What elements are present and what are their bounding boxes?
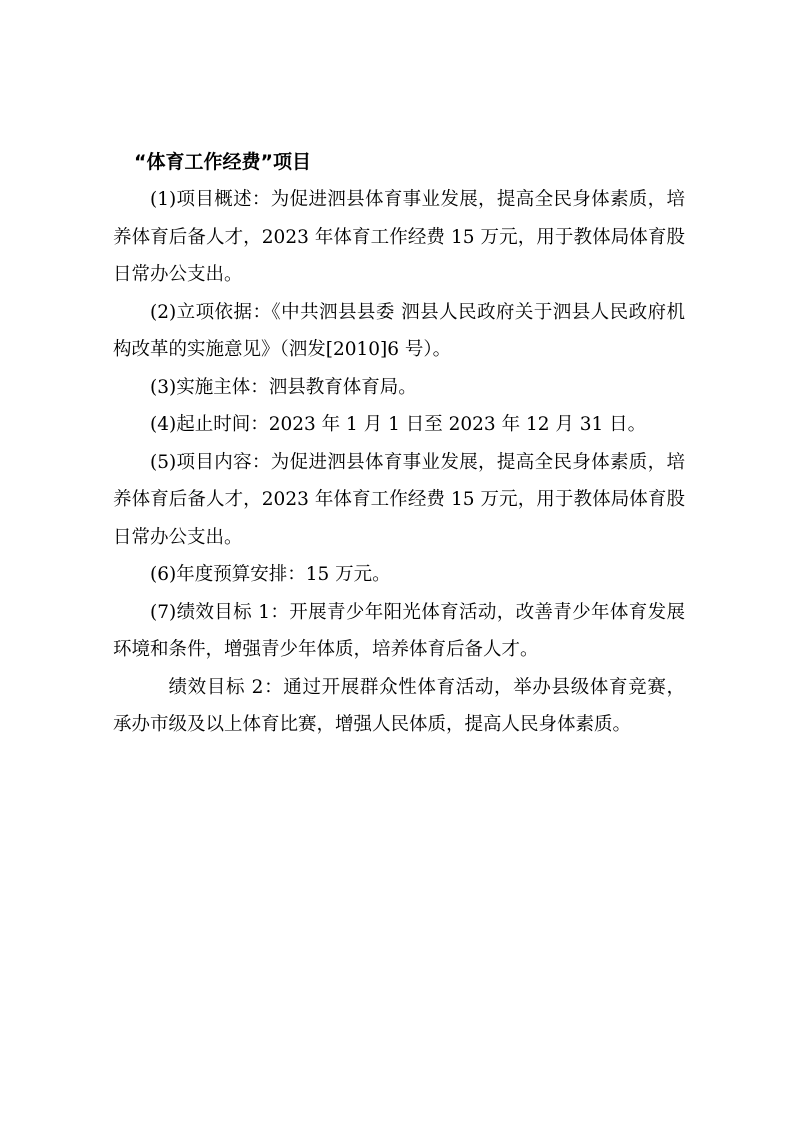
paragraph-implementer: (3)实施主体：泗县教育体育局。 [150,376,417,398]
paragraph-content: (5)项目内容：为促进泗县体育事业发展，提高全民身体素质，培养体育后备人才，2023 年体育工作经费 15 万元，用于教体局体育股日常办公支出。 [113,451,685,548]
paragraph-period: (4)起止时间：2023 年 1 月 1 日至 2023 年 12 月 31 日。 [150,414,647,435]
paragraph-budget: (6)年度预算安排：15 万元。 [150,564,391,585]
document-body [113,181,685,744]
paragraph-goal-1: (7)绩效目标 1：开展青少年阳光体育活动，改善青少年体育发展环境和条件，增强青少年体质，培养体育后备人才。 [113,601,685,660]
paragraph-goal-2: 绩效目标 2：通过开展群众性体育活动，举办县级体育竞赛，承办市级及以上体育比赛，增强人民体质，提高人民身体素质。 [113,676,685,735]
document-title: “体育工作经费”项目 [134,151,311,173]
paragraph-project-overview: (1)项目概述：为促进泗县体育事业发展，提高全民身体素质，培养体育后备人才，2023 年体育工作经费 15 万元，用于教体局体育股日常办公支出。 [113,189,685,285]
paragraph-basis: (2)立项依据：《中共泗县县委 泗县人民政府关于泗县人民政府机构改革的实施意见》（泗发[2010]6 号）。 [113,301,685,360]
